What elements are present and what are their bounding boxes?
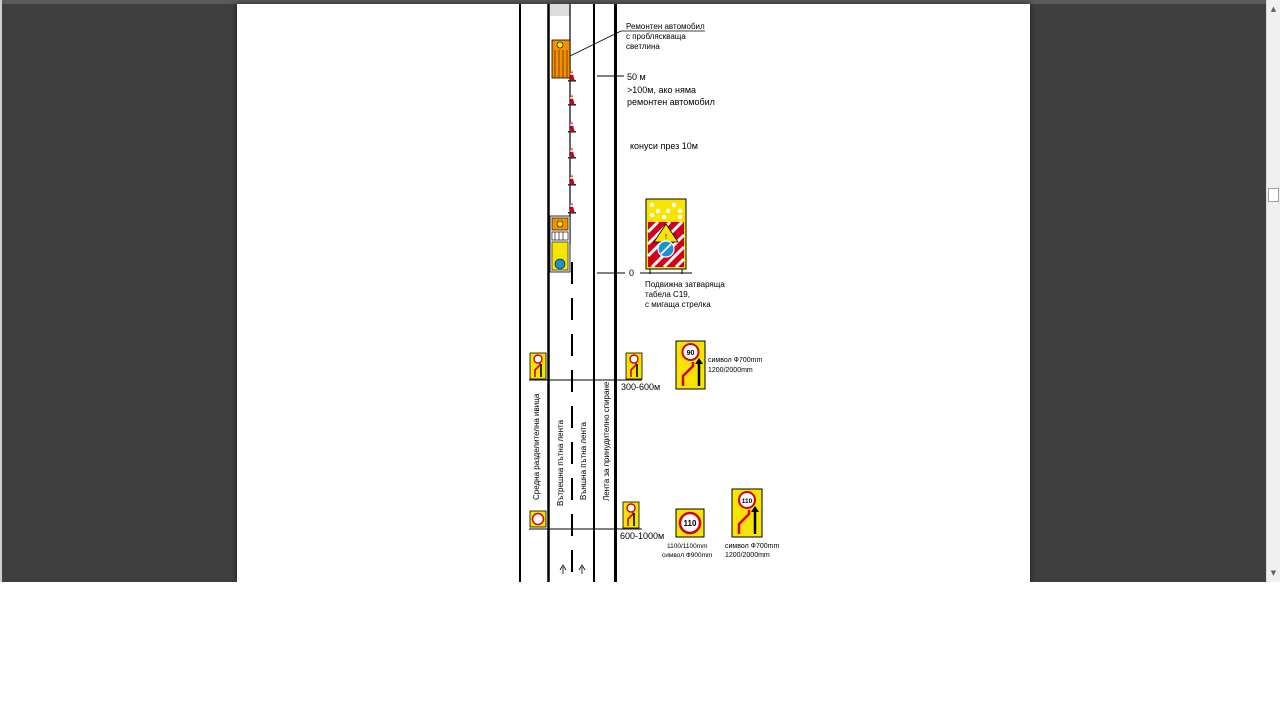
label-sym700a-2: 1200/2000mm: [708, 367, 753, 374]
label-50m: 50 м: [627, 72, 646, 82]
lane-label-median: Средна разделителна ивица: [532, 393, 541, 500]
c19-closing-board: [646, 199, 686, 274]
lane-closure-sign-110: [732, 489, 762, 537]
speed-limit-sign-110: [676, 509, 704, 537]
label-sym700a-1: символ Ф700mm: [708, 357, 763, 364]
scroll-thumb[interactable]: [1268, 188, 1279, 202]
scroll-up-button[interactable]: ▲: [1270, 5, 1277, 13]
closed-lane-area: [550, 4, 570, 16]
label-repair-vehicle-3: светлина: [626, 42, 660, 51]
label-c19-3: с мигаща стрелка: [645, 300, 711, 309]
viewer-left-border: [0, 0, 2, 582]
label-sym700b-1: символ Ф700mm: [725, 543, 780, 550]
label-sym900-2: символ Ф900mm: [662, 552, 713, 559]
repair-vehicle-with-board: [550, 216, 570, 272]
traffic-cones: [568, 70, 576, 214]
speed-90: 90: [686, 350, 695, 357]
label-zero: 0: [629, 268, 635, 278]
lane-label-inner: Вътрешна пътна лента: [556, 419, 565, 506]
lane-label-outer: Външна пътна лента: [579, 422, 588, 500]
scroll-down-button[interactable]: ▼: [1270, 569, 1277, 577]
label-sym700b-2: 1200/2000mm: [725, 552, 770, 559]
label-cones: конуси през 10м: [630, 141, 698, 151]
label-300-600: 300-600м: [621, 382, 661, 392]
lane-sign-right-1: [626, 353, 642, 379]
traffic-cone: [568, 94, 576, 106]
speed-110-b: 110: [741, 498, 753, 505]
vehicle-label-leader: [570, 31, 621, 56]
repair-vehicle-top: [552, 40, 570, 78]
road-works-diagram: [237, 4, 1030, 582]
document-page: [237, 4, 1030, 582]
lane-closure-sign-90: [676, 341, 705, 389]
traffic-cone: [568, 174, 576, 186]
vertical-scrollbar[interactable]: [1266, 0, 1280, 582]
traffic-cone: [568, 121, 576, 133]
label-c19-1: Подвижна затваряща: [645, 280, 725, 289]
lane-sign-left-1: [530, 353, 546, 379]
label-repair-vehicle-2: с пробляскваща: [626, 32, 686, 41]
lane-sign-right-2: [623, 502, 639, 528]
label-100m-2: ремонтен автомобил: [627, 97, 715, 107]
label-100m-1: >100м, ако няма: [627, 85, 697, 95]
lane-label-shoulder: Лента за принудително спиране: [602, 381, 611, 501]
speed-sign-left-small: [530, 511, 546, 527]
label-sym900-1: 1100/1100mm: [667, 543, 708, 550]
speed-110-a: 110: [683, 519, 697, 528]
label-c19-2: табела С19,: [645, 290, 690, 299]
traffic-cone: [568, 202, 576, 214]
label-repair-vehicle-1: Ремонтен автомобил: [626, 22, 705, 31]
traffic-cone: [568, 147, 576, 159]
label-600-1000: 600-1000м: [620, 531, 665, 541]
svg-text:!: !: [665, 234, 667, 241]
